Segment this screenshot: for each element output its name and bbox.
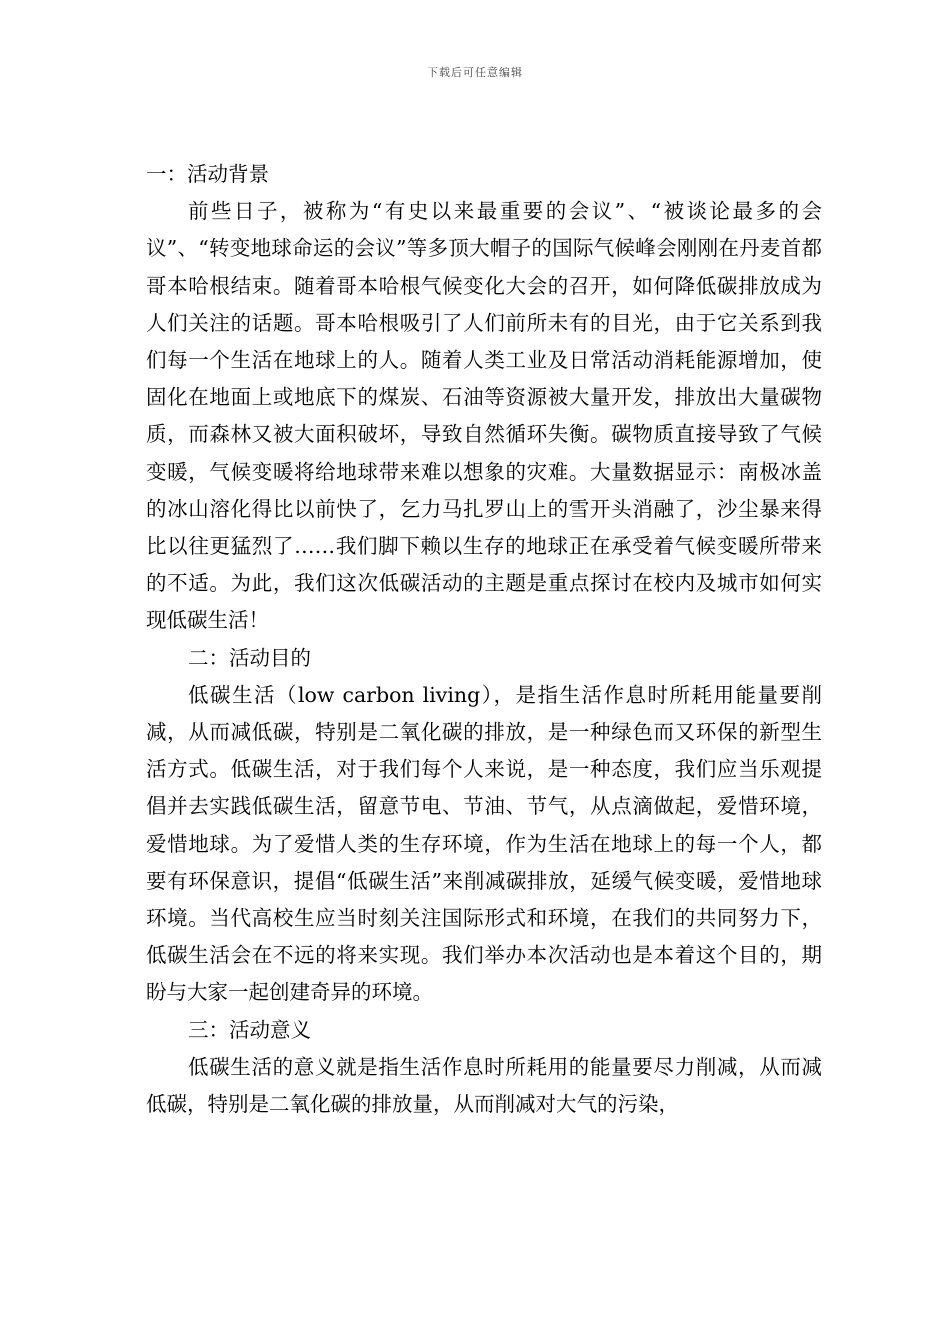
- page-header: 下载后可任意编辑: [427, 66, 523, 79]
- section-heading-purpose: 二：活动目的: [188, 645, 311, 670]
- section-body-background: 前些日子，被称为“有史以来最重要的会议”、“被谈论最多的会议”、“转变地球命运的会议”等多顶大帽子的国际气候峰会刚刚在丹麦首都哥本哈根结束。随着哥本哈根气候变化大会的召开，如何降低碳排放成为人们关注的话题。哥本哈根吸引了人们前所未有的目光，由于它关系到我们每一个生活在地球上的人。随着人类工业及日常活动消耗能源增加，使固化在地面上或地底下的煤炭、石油等资源被大量开发，排放出大量碳物质，而森林又被大面积破坏，导致自然循环失衡。碳物质直接导致了气候变暖，气候变暖将给地球带来难以想象的灾难。大量数据显示：南极冰盖的冰山溶化得比以前快了，乞力马扎罗山上的雪开头消融了，沙尘暴来得比以往更猛烈了……我们脚下赖以生存的地球正在承受着气候变暖所带来的不适。为此，我们这次低碳活动的主题是重点探讨在校内及城市如何实现低碳生活！: [146, 199, 822, 633]
- section-body-significance: 低碳生活的意义就是指生活作息时所耗用的能量要尽力削减，从而减低碳，特别是二氧化碳的排放量，从而削减对大气的污染，: [146, 1054, 822, 1117]
- document-body: [146, 156, 822, 1123]
- section-heading-significance: 三：活动意义: [188, 1017, 311, 1042]
- section-body-purpose: 低碳生活（low carbon living），是指生活作息时所耗用能量要削减，从而减低碳，特别是二氧化碳的排放，是一种绿色而又环保的新型生活方式。低碳生活，对于我们每个人来说，是一种态度，我们应当乐观提倡并去实践低碳生活，留意节电、节油、节气，从点滴做起，爱惜环境，爱惜地球。为了爱惜人类的生存环境，作为生活在地球上的每一个人，都要有环保意识，提倡“低碳生活”来削减碳排放，延缓气候变暖，爱惜地球环境。当代高校生应当时刻关注国际形式和环境，在我们的共同努力下，低碳生活会在不远的将来实现。我们举办本次活动也是本着这个目的，期盼与大家一起创建奇异的环境。: [146, 682, 822, 1005]
- section-heading-background: 一：活动背景: [146, 162, 269, 186]
